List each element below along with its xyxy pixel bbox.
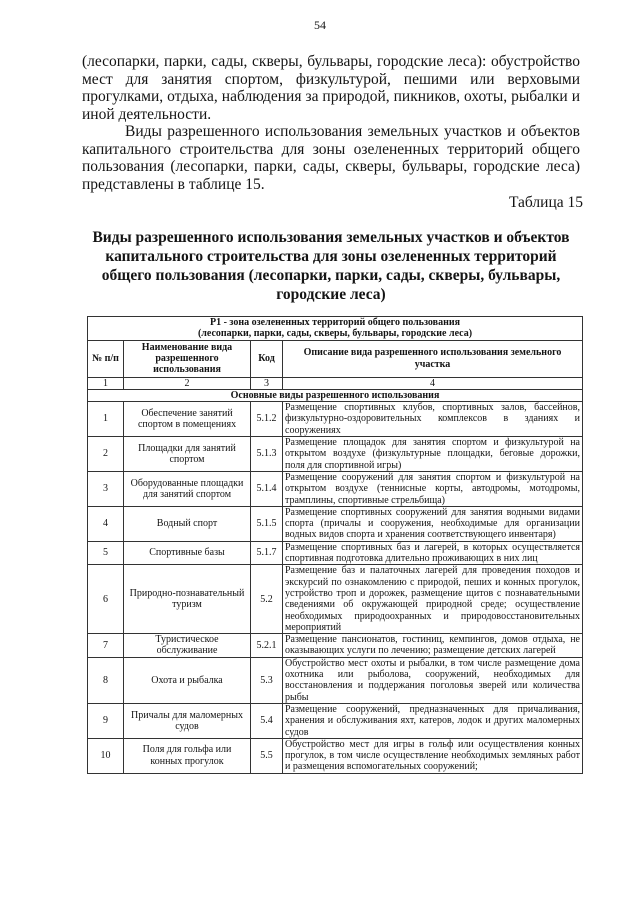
row-code: 5.1.3 bbox=[251, 437, 283, 472]
header-desc: Описание вида разрешенного использования земельного участка bbox=[283, 340, 583, 377]
paragraph-intro: Виды разрешенного использования земельных участков и объектов капитального строительства для зоны озелененных территорий общего пользования (лесопарки, парки, сады, скверы, бульвары, городские леса) представлены в таблице 15. bbox=[82, 123, 580, 193]
row-num: 5 bbox=[88, 541, 124, 565]
row-num: 3 bbox=[88, 471, 124, 506]
section-row bbox=[88, 389, 583, 401]
table-row bbox=[88, 657, 583, 703]
row-name: Охота и рыбалка bbox=[124, 657, 251, 703]
row-desc: Размещение спортивных баз и лагерей, в которых осуществляется спортивная подготовка длительно проживающих в них лиц bbox=[283, 541, 583, 565]
column-number: 2 bbox=[124, 377, 251, 389]
row-desc: Обустройство мест для игры в гольф или осуществления конных прогулок, в том числе осуществление необходимых земляных работ и размещения вспомогательных сооружений; bbox=[283, 738, 583, 773]
row-num: 7 bbox=[88, 634, 124, 658]
table-row bbox=[88, 703, 583, 738]
row-desc: Размещение баз и палаточных лагерей для проведения походов и экскурсий по ознакомлению с природой, пеших и конных прогулок, устройство троп и дорожек, размещение щитов с познавательными сведениями об окружающей природной среде; осуществление необходимых природоохранных и природовосстановительных мероприятий bbox=[283, 565, 583, 634]
row-desc: Обустройство мест охоты и рыбалки, в том числе размещение дома охотника или рыболова, сооружений, необходимых для восстановления и поддержания поголовья зверей или количества рыбы bbox=[283, 657, 583, 703]
column-number: 3 bbox=[251, 377, 283, 389]
row-name: Водный спорт bbox=[124, 506, 251, 541]
header-row bbox=[88, 340, 583, 377]
row-code: 5.1.5 bbox=[251, 506, 283, 541]
row-name: Туристическое обслуживание bbox=[124, 634, 251, 658]
table-row bbox=[88, 634, 583, 658]
zone-title-line1: Р1 - зона озелененных территорий общего пользования bbox=[209, 317, 461, 328]
row-code: 5.1.4 bbox=[251, 471, 283, 506]
header-num: № п/п bbox=[88, 340, 124, 377]
row-name: Природно-познавательный туризм bbox=[124, 565, 251, 634]
section-title: Основные виды разрешенного использования bbox=[88, 389, 583, 401]
table-row bbox=[88, 437, 583, 472]
zone-title-row bbox=[88, 317, 583, 341]
table-heading: Виды разрешенного использования земельных участков и объектов капитального строительства для зоны озелененных территорий общего пользования (лесопарки, парки, сады, скверы, бульвары, городские леса) bbox=[92, 229, 570, 303]
column-numbers-row bbox=[88, 377, 583, 389]
row-code: 5.4 bbox=[251, 703, 283, 738]
table-row bbox=[88, 506, 583, 541]
row-num: 9 bbox=[88, 703, 124, 738]
paragraph-continuation: (лесопарки, парки, сады, скверы, бульвары, городские леса): обустройство мест для занятия спортом, физкультурой, пешими или верховыми прогулками, отдыха, наблюдения за природой, пикников, охоты, рыбалки и иной деятельности. bbox=[82, 53, 580, 123]
row-num: 2 bbox=[88, 437, 124, 472]
row-name: Причалы для маломерных судов bbox=[124, 703, 251, 738]
page-number: 54 bbox=[314, 18, 326, 32]
row-name: Оборудованные площадки для занятий спортом bbox=[124, 471, 251, 506]
land-use-table bbox=[87, 316, 583, 774]
row-num: 4 bbox=[88, 506, 124, 541]
table-caption: Таблица 15 bbox=[508, 194, 583, 211]
row-name: Обеспечение занятий спортом в помещениях bbox=[124, 402, 251, 437]
table-row bbox=[88, 541, 583, 565]
zone-title-line2: (лесопарки, парки, сады, скверы, бульвары, городские леса) bbox=[197, 328, 473, 340]
row-code: 5.2 bbox=[251, 565, 283, 634]
row-desc: Размещение спортивных сооружений для занятия водными видами спорта (причалы и сооружения, необходимые для организации водных видов спорта и хранения соответствующего инвентаря) bbox=[283, 506, 583, 541]
row-num: 6 bbox=[88, 565, 124, 634]
row-num: 1 bbox=[88, 402, 124, 437]
row-num: 10 bbox=[88, 738, 124, 773]
row-desc: Размещение сооружений для занятия спортом и физкультурой на открытом воздухе (теннисные корты, автодромы, мотодромы, трамплины, спортивные стрельбища) bbox=[283, 471, 583, 506]
column-number: 4 bbox=[283, 377, 583, 389]
row-desc: Размещение пансионатов, гостиниц, кемпингов, домов отдыха, не оказывающих услуги по лечению; размещение детских лагерей bbox=[283, 634, 583, 658]
row-name: Площадки для занятий спортом bbox=[124, 437, 251, 472]
row-desc: Размещение площадок для занятия спортом и физкультурой на открытом воздухе (физкультурные площадки, беговые дорожки, поля для спортивной игры) bbox=[283, 437, 583, 472]
table-row bbox=[88, 738, 583, 773]
row-code: 5.2.1 bbox=[251, 634, 283, 658]
row-name: Поля для гольфа или конных прогулок bbox=[124, 738, 251, 773]
row-code: 5.1.7 bbox=[251, 541, 283, 565]
column-number: 1 bbox=[88, 377, 124, 389]
row-desc: Размещение сооружений, предназначенных для причаливания, хранения и обслуживания яхт, катеров, лодок и других маломерных судов bbox=[283, 703, 583, 738]
row-code: 5.3 bbox=[251, 657, 283, 703]
row-code: 5.1.2 bbox=[251, 402, 283, 437]
row-num: 8 bbox=[88, 657, 124, 703]
header-code: Код bbox=[251, 340, 283, 377]
zone-title-cell bbox=[88, 317, 583, 341]
row-code: 5.5 bbox=[251, 738, 283, 773]
table-row bbox=[88, 402, 583, 437]
header-name: Наименование вида разрешенного использования bbox=[124, 340, 251, 377]
table-row bbox=[88, 565, 583, 634]
row-desc: Размещение спортивных клубов, спортивных залов, бассейнов, физкультурно-оздоровительных комплексов в зданиях и сооружениях bbox=[283, 402, 583, 437]
row-name: Спортивные базы bbox=[124, 541, 251, 565]
table-row bbox=[88, 471, 583, 506]
